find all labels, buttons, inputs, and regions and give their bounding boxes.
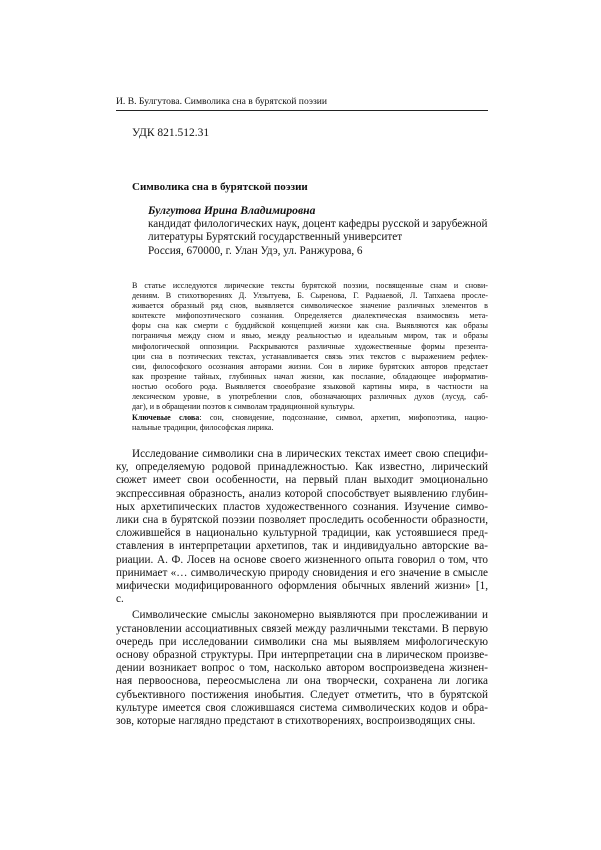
body-line: экспрессивная образность, анализ которой способствует выявлению глубин- — [116, 487, 488, 500]
affiliation-line: кандидат филологических наук, доцент кафедры русской и зарубежной — [148, 218, 488, 230]
keywords — [132, 413, 488, 433]
body-line: сложившейся в национально культурной традиции, как устоявшиеся пред- — [116, 527, 488, 540]
body-line: Символические смыслы закономерно выявляются при прослеживании и — [132, 609, 488, 622]
body-line: мифически модифицированного оформления обычных явлений жизни» [1, — [116, 580, 488, 593]
body-line: ставления в интерпретации архетипов, так и индивидуально авторские ва- — [116, 540, 488, 553]
abstract-line: ции сна в поэтических текстах, устанавливается связь этих текстов с выражением рефлек- — [132, 351, 488, 361]
author-affiliation — [148, 218, 488, 258]
abstract-line: пограничья между сном и явью, между реальностью и идеальным миром, так и образы — [132, 331, 488, 341]
keywords-line: нальные традиции, философская лирика. — [132, 423, 274, 433]
abstract — [132, 281, 488, 412]
body-line: дении возникает вопрос о том, насколько автором воспроизведена жизнен- — [116, 662, 488, 675]
running-header: И. В. Булгутова. Символика сна в бурятской поэзии — [116, 96, 328, 107]
body-line: с. — [116, 593, 124, 606]
body-line: ку, определяемую родовой принадлежностью. Как известно, лирический — [116, 461, 488, 474]
body-line: культуре имеется своя сложившаяся система символических кодов и обра- — [116, 701, 488, 714]
header-rule — [116, 110, 488, 111]
abstract-line: сии, философского осознания авторами жизни. Сон в лирике бурятских авторов предстает — [132, 361, 488, 371]
affiliation-line: литературы Бурятский государственный университет — [148, 231, 403, 244]
article-title: Символика сна в бурятской поэзии — [132, 181, 308, 193]
abstract-line: ностью особого рода. Выявляется своеобразие языковой картины мира, в частности на — [132, 381, 488, 391]
abstract-line: как прозрение тайных, глубинных начал жизни, как послание, обладающее информатив- — [132, 371, 488, 381]
body-line: зов, которые наглядно предстают в стихотворениях, воспроизводящих сны. — [116, 715, 476, 728]
abstract-line: живается образный ряд снов, выявляется символическое значение различных элементов в — [132, 301, 488, 311]
abstract-line: мифологической оппозиции. Раскрываются различные художественные формы презента- — [132, 341, 488, 351]
body-line: лики сна в бурятской поэзии позволяет проследить особенности образности, — [116, 514, 488, 527]
keywords-text: : сон, сновидение, подсознание, символ, архетип, мифопоэтика, нацио- — [199, 413, 488, 422]
body-line: сюжет имеет свои особенности, на первый план выходит эмоционально — [116, 474, 488, 487]
abstract-line: даг), и в обращении поэтов к символам традиционной культуры. — [132, 402, 355, 412]
udk-code: УДК 821.512.31 — [132, 127, 210, 139]
abstract-line: В статье исследуются лирические тексты бурятской поэзии, посвященные снам и снови- — [132, 281, 488, 290]
body-line: очередь при исследовании символики сна мы выявляем мифологическую — [116, 635, 488, 648]
abstract-line: лексическом уровне, в употреблении слов, обозначающих различных духов (лусуд, саб- — [132, 392, 488, 402]
abstract-line: форы сна как смерти с буддийской концепцией жизни как сна. Выявляются как образы — [132, 321, 488, 331]
affiliation-line: Россия, 670000, г. Улан Удэ, ул. Ранжурова, 6 — [148, 244, 363, 257]
keywords-line — [132, 413, 488, 423]
abstract-line: дениям. В стихотворениях Д. Улзытуева, Б. Сыренова, Г. Раднаевой, Л. Тапхаева просле- — [132, 291, 488, 301]
body-line: риации. А. Ф. Лосев на основе своего жизненного опыта говорил о том, что — [116, 553, 488, 566]
body-line: ных архетипических пластов художественного сознания. Изучение симво- — [116, 500, 488, 513]
body-line: ная первооснова, переосмыслена ли она творчески, сохранена ли логика — [116, 675, 488, 688]
keywords-label: Ключевые слова — [132, 413, 200, 422]
body-line: принимает «… символическую природу сновидения и его значение в смысле — [116, 566, 488, 579]
body-line: основу образной структуры. При интерпретации сна в лирическом произве- — [116, 649, 488, 662]
body-line: субъективного постижения инобытия. Следует отметить, что в бурятской — [116, 688, 488, 701]
body-line: Исследование символики сна в лирических текстах имеет свою специфи- — [132, 448, 488, 460]
abstract-line: контексте мифопоэтического сознания. Определяется диалектическая взаимосвязь мета- — [132, 311, 488, 321]
article-body — [116, 448, 488, 728]
body-line: установлении ассоциативных связей между различными текстами. В первую — [116, 622, 488, 635]
author-name: Булгутова Ирина Владимировна — [148, 204, 316, 217]
